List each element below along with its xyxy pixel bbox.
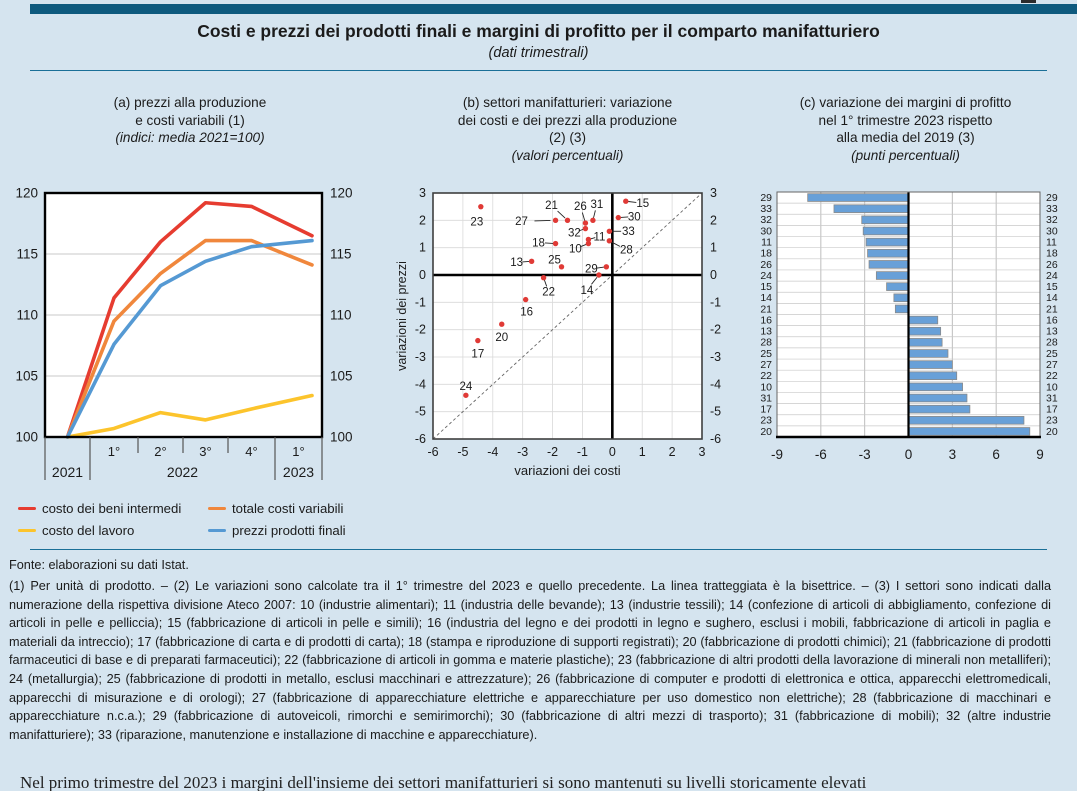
y-tick-left-105: 105 bbox=[15, 368, 38, 384]
bar-31 bbox=[909, 394, 967, 402]
scatter-point-17 bbox=[475, 338, 480, 343]
scatter-point-21 bbox=[565, 218, 570, 223]
bar-chart-panel-c bbox=[745, 180, 1077, 495]
bar-30 bbox=[863, 227, 908, 235]
y-tick-right-3: 3 bbox=[710, 186, 717, 200]
category-label-right-18: 18 bbox=[1046, 247, 1058, 260]
legend-item-prezzi-prodotti-finali bbox=[208, 523, 448, 538]
scatter-point-29 bbox=[604, 264, 609, 269]
scatter-label-28: 28 bbox=[619, 244, 633, 257]
category-label-right-27: 27 bbox=[1046, 359, 1058, 372]
bar-16 bbox=[909, 316, 938, 324]
y-tick-left--6: -6 bbox=[414, 432, 426, 446]
category-label-right-16: 16 bbox=[1046, 314, 1058, 327]
scatter-point-20 bbox=[499, 322, 504, 327]
category-label-left-26: 26 bbox=[760, 258, 772, 271]
x-tick-0: 0 bbox=[608, 445, 616, 459]
scatter-point-26 bbox=[583, 220, 588, 225]
category-label-left-29: 29 bbox=[760, 191, 772, 204]
category-label-left-10: 10 bbox=[760, 381, 772, 394]
category-label-left-13: 13 bbox=[760, 325, 772, 338]
y-tick-left--5: -5 bbox=[414, 404, 426, 419]
y-tick-left-120: 120 bbox=[15, 185, 38, 201]
panel-b-subtitle: (valori percentuali) bbox=[511, 147, 624, 163]
legend-item-costo-del-lavoro bbox=[18, 523, 208, 538]
x-year-label: 2022 bbox=[166, 464, 199, 480]
y-tick-right-110: 110 bbox=[330, 307, 352, 323]
y-tick-right-115: 115 bbox=[330, 246, 352, 262]
y-tick-right--4: -4 bbox=[710, 377, 722, 392]
category-label-right-10: 10 bbox=[1046, 381, 1058, 394]
source-note: Fonte: elaborazioni su dati Istat. bbox=[9, 558, 189, 572]
x-quarter-label: 1° bbox=[292, 444, 305, 459]
scatter-label-17: 17 bbox=[471, 348, 485, 361]
scatter-point-28 bbox=[607, 238, 612, 243]
x-axis-title: variazioni dei costi bbox=[514, 463, 621, 478]
footnotes: (1) Per unità di prodotto. – (2) Le variazioni sono calcolate tra il 1° trimestre del 2023 e quello precedente. La linea tratteggiata è la bisettrice. – (3) I settori sono indicati dalla numerazione della rispettiva divisione Ateco 2007: 10 (industrie alimentari); 11 (industria delle bevande); 13 (industrie tessili); 14 (confezione di articoli di abbigliamento, confezione di articoli in pelle e pelliccia); 15 (fabbricazione di articoli in pelle e simili); 16 (industria del legno e dei prodotti in legno e sughero, esclusi i mobili, fabbricazione di articoli in paglia e materiali da intreccio); 17 (fabbricazione di carta e di prodotti di carta); 18 (stampa e riproduzione di supporti registrati); 20 (fabbricazione di prodotti chimici); 21 (fabbricazione di prodotti farmaceutici di base e di preparati farmaceutici); 22 (fabbricazione di articoli in gomma e materie plastiche); 23 (fabbricazione di altri prodotti della lavorazione di minerali non metalliferi); 24 (metallurgia); 25 (fabbricazione di prodotti in metallo, esclusi macchinari e attrezzature); 26 (fabbricazione di computer e prodotti di elettronica e ottica, apparecchi elettromedicali, apparecchi di misurazione e di orologi); 27 (fabbricazione di apparecchiature elettriche e apparecchiature per uso domestico non elettriche); 28 (fabbricazione di macchinari e apparecchiature n.c.a.); 29 (fabbricazione di autoveicoli, rimorchi e semirimorchi); 30 (fabbricazione di altri mezzi di trasporto); 31 (fabbricazione di mobili); 32 (altre industrie manifatturiere); 33 (riparazione, manutenzione e installazione di macchine e apparecchiature). bbox=[9, 579, 1051, 742]
scatter-label-16: 16 bbox=[520, 306, 534, 319]
scatter-label-18: 18 bbox=[532, 237, 545, 250]
category-label-right-11: 11 bbox=[1046, 236, 1057, 249]
scatter-point-27 bbox=[553, 218, 558, 223]
bar-13 bbox=[909, 327, 941, 335]
legend-item-totale-costi-variabili bbox=[208, 501, 448, 516]
category-label-left-23: 23 bbox=[760, 414, 772, 427]
bar-17 bbox=[909, 405, 970, 413]
bar-26 bbox=[869, 261, 908, 269]
bar-11 bbox=[866, 238, 908, 246]
category-label-right-20: 20 bbox=[1046, 425, 1058, 438]
scatter-label-32: 32 bbox=[568, 227, 581, 240]
panel-a-subtitle: (indici: media 2021=100) bbox=[115, 130, 265, 146]
category-label-left-25: 25 bbox=[760, 347, 772, 360]
legend-swatch-totale-costi-variabili bbox=[208, 507, 226, 511]
panel-c-title-line2: nel 1° trimestre 2023 rispetto bbox=[818, 112, 993, 128]
scatter-chart-panel-b bbox=[395, 180, 740, 495]
bar-27 bbox=[909, 361, 953, 369]
category-label-left-33: 33 bbox=[760, 203, 772, 216]
y-tick-left-2: 2 bbox=[419, 213, 426, 228]
panel-c-title bbox=[738, 94, 1073, 164]
panel-a-title-line2: e costi variabili (1) bbox=[135, 112, 245, 128]
divider-line-top bbox=[30, 70, 1047, 71]
category-label-right-14: 14 bbox=[1046, 292, 1058, 305]
scatter-label-21: 21 bbox=[545, 200, 558, 213]
x-tick--6: -6 bbox=[814, 447, 827, 462]
bar-20 bbox=[909, 428, 1030, 436]
category-label-left-32: 32 bbox=[760, 214, 772, 227]
bar-22 bbox=[909, 372, 957, 380]
x-tick--3: -3 bbox=[517, 445, 529, 459]
legend-label: totale costi variabili bbox=[232, 501, 344, 516]
y-tick-left-110: 110 bbox=[16, 307, 38, 323]
x-tick--4: -4 bbox=[487, 445, 499, 459]
y-tick-right--1: -1 bbox=[710, 295, 722, 310]
scatter-label-27: 27 bbox=[515, 216, 528, 229]
category-label-left-31: 31 bbox=[760, 392, 772, 405]
scatter-label-30: 30 bbox=[627, 211, 641, 224]
category-label-left-14: 14 bbox=[760, 292, 772, 305]
panel-a-title-line1: (a) prezzi alla produzione bbox=[113, 95, 267, 110]
y-tick-left-115: 115 bbox=[16, 246, 38, 262]
bar-15 bbox=[887, 283, 909, 291]
figure-title: Costi e prezzi dei prodotti finali e margini di profitto per il comparto manifatturiero bbox=[197, 21, 880, 41]
y-tick-left--3: -3 bbox=[414, 350, 426, 364]
bar-25 bbox=[909, 350, 948, 358]
y-tick-right--6: -6 bbox=[710, 432, 722, 446]
category-label-right-29: 29 bbox=[1046, 191, 1058, 204]
category-label-right-28: 28 bbox=[1046, 336, 1058, 349]
bar-23 bbox=[909, 416, 1024, 424]
legend bbox=[18, 501, 448, 538]
y-tick-left-0: 0 bbox=[419, 268, 426, 282]
scatter-label-29: 29 bbox=[584, 263, 598, 276]
x-tick-9: 9 bbox=[1036, 447, 1044, 462]
y-tick-right--5: -5 bbox=[710, 404, 722, 419]
bar-32 bbox=[862, 216, 909, 224]
scatter-label-20: 20 bbox=[495, 332, 509, 344]
y-tick-right-0: 0 bbox=[710, 268, 717, 282]
category-label-right-23: 23 bbox=[1046, 414, 1058, 427]
scatter-label-10: 10 bbox=[569, 243, 582, 256]
panel-b-title bbox=[400, 94, 735, 164]
legend-item-costo-dei-beni-intermedi bbox=[18, 501, 208, 516]
scatter-point-23 bbox=[478, 204, 483, 209]
bar-18 bbox=[868, 249, 909, 257]
category-label-left-27: 27 bbox=[760, 359, 772, 372]
legend-swatch-prezzi-prodotti-finali bbox=[208, 529, 226, 533]
panel-c-title-line1: (c) variazione dei margini di profitto bbox=[799, 95, 1012, 110]
panel-b-title-line1: (b) settori manifatturieri: variazione bbox=[462, 95, 673, 110]
scatter-point-13 bbox=[529, 259, 534, 264]
y-tick-right--3: -3 bbox=[710, 350, 722, 364]
scatter-point-31 bbox=[590, 218, 595, 223]
x-tick-1: 1 bbox=[638, 445, 646, 459]
scatter-label-33: 33 bbox=[621, 226, 635, 239]
x-year-label: 2021 bbox=[51, 464, 84, 480]
x-tick--2: -2 bbox=[546, 445, 559, 459]
figure-subtitle: (dati trimestrali) bbox=[488, 45, 589, 61]
category-label-left-16: 16 bbox=[760, 314, 772, 327]
category-label-left-15: 15 bbox=[760, 281, 772, 294]
y-tick-left-1: 1 bbox=[419, 240, 426, 255]
x-tick-3: 3 bbox=[948, 447, 957, 462]
bar-33 bbox=[834, 205, 909, 213]
category-label-right-32: 32 bbox=[1046, 214, 1058, 227]
y-tick-left--2: -2 bbox=[414, 322, 426, 337]
scatter-point-33 bbox=[607, 229, 612, 234]
scatter-point-15 bbox=[623, 199, 628, 204]
bar-14 bbox=[894, 294, 909, 302]
x-tick--3: -3 bbox=[858, 447, 871, 462]
x-tick-6: 6 bbox=[992, 447, 1000, 462]
y-tick-right-120: 120 bbox=[330, 185, 353, 201]
x-tick-2: 2 bbox=[668, 445, 676, 459]
panel-a-title bbox=[40, 94, 340, 147]
category-label-right-21: 21 bbox=[1046, 303, 1058, 316]
category-label-right-30: 30 bbox=[1046, 225, 1058, 238]
scatter-point-30 bbox=[616, 215, 621, 220]
x-tick--1: -1 bbox=[576, 445, 589, 459]
scatter-point-22 bbox=[541, 275, 546, 280]
legend-label: prezzi prodotti finali bbox=[232, 523, 346, 538]
scatter-point-24 bbox=[463, 393, 468, 398]
x-tick--9: -9 bbox=[770, 447, 784, 462]
x-tick--5: -5 bbox=[457, 445, 469, 459]
legend-swatch-costo-del-lavoro bbox=[18, 529, 36, 533]
x-tick--6: -6 bbox=[427, 445, 439, 459]
body-text-clipped: Nel primo trimestre del 2023 i margini dell'insieme dei settori manifatturieri si sono mantenuti su livelli storicamente elevati bbox=[20, 773, 867, 791]
category-label-right-22: 22 bbox=[1046, 370, 1058, 383]
panel-c-subtitle: (punti percentuali) bbox=[851, 147, 960, 163]
category-label-left-18: 18 bbox=[760, 247, 772, 260]
category-label-left-24: 24 bbox=[760, 269, 772, 282]
cropped-figure-number-fragment bbox=[1021, 0, 1036, 3]
bar-24 bbox=[876, 272, 908, 280]
category-label-right-26: 26 bbox=[1046, 258, 1058, 271]
divider-line-bottom bbox=[30, 549, 1047, 550]
category-label-right-24: 24 bbox=[1046, 269, 1058, 282]
scatter-label-24: 24 bbox=[459, 381, 473, 394]
panel-c-title-line3: alla media del 2019 (3) bbox=[836, 130, 975, 146]
scatter-label-26: 26 bbox=[574, 200, 587, 213]
bar-29 bbox=[808, 194, 909, 202]
bar-28 bbox=[909, 338, 943, 346]
category-label-left-17: 17 bbox=[760, 403, 772, 416]
y-tick-left--1: -1 bbox=[414, 295, 426, 310]
header-band bbox=[30, 4, 1077, 14]
scatter-label-31: 31 bbox=[590, 199, 604, 212]
y-tick-left-100: 100 bbox=[15, 429, 38, 445]
category-label-right-17: 17 bbox=[1046, 403, 1058, 416]
scatter-label-23: 23 bbox=[470, 216, 484, 229]
y-tick-right-1: 1 bbox=[710, 240, 717, 255]
bar-21 bbox=[895, 305, 908, 313]
category-label-left-28: 28 bbox=[760, 336, 772, 349]
bar-10 bbox=[909, 383, 963, 391]
category-label-right-13: 13 bbox=[1046, 325, 1058, 338]
scatter-point-32 bbox=[583, 226, 588, 231]
y-tick-left--4: -4 bbox=[414, 377, 426, 392]
y-tick-right--2: -2 bbox=[710, 322, 722, 337]
legend-swatch-costo-dei-beni-intermedi bbox=[18, 507, 36, 511]
line-chart-panel-a bbox=[0, 180, 420, 500]
x-quarter-label: 2° bbox=[154, 444, 167, 459]
panel-b-title-line3: (2) (3) bbox=[548, 130, 586, 146]
legend-label: costo del lavoro bbox=[42, 523, 135, 538]
category-label-right-15: 15 bbox=[1046, 281, 1058, 294]
x-quarter-label: 1° bbox=[107, 444, 121, 459]
y-tick-right-105: 105 bbox=[330, 368, 353, 384]
x-year-label: 2023 bbox=[282, 464, 315, 480]
scatter-label-13: 13 bbox=[510, 257, 524, 270]
x-tick-0: 0 bbox=[904, 447, 913, 462]
category-label-left-22: 22 bbox=[760, 370, 772, 383]
scatter-point-18 bbox=[553, 241, 558, 246]
x-tick-3: 3 bbox=[698, 445, 706, 459]
scatter-label-11: 11 bbox=[593, 231, 606, 244]
category-label-left-30: 30 bbox=[760, 225, 772, 238]
scatter-label-14: 14 bbox=[580, 284, 594, 297]
y-axis-title: variazioni dei prezzi bbox=[395, 261, 409, 371]
scatter-point-16 bbox=[523, 297, 528, 302]
y-tick-right-100: 100 bbox=[330, 429, 353, 445]
x-quarter-label: 4° bbox=[245, 444, 258, 459]
category-label-right-25: 25 bbox=[1046, 347, 1058, 360]
x-quarter-label: 3° bbox=[199, 444, 212, 459]
legend-label: costo dei beni intermedi bbox=[42, 501, 182, 516]
scatter-point-11 bbox=[586, 237, 591, 242]
scatter-label-22: 22 bbox=[542, 286, 555, 299]
category-label-right-33: 33 bbox=[1046, 203, 1058, 216]
category-label-right-31: 31 bbox=[1046, 392, 1058, 405]
panel-b-title-line2: dei costi e dei prezzi alla produzione bbox=[457, 112, 678, 128]
y-tick-left-3: 3 bbox=[419, 186, 426, 200]
category-label-left-20: 20 bbox=[760, 425, 772, 438]
category-label-left-21: 21 bbox=[760, 303, 772, 316]
scatter-label-25: 25 bbox=[548, 254, 561, 267]
category-label-left-11: 11 bbox=[761, 236, 772, 249]
y-tick-right-2: 2 bbox=[710, 213, 717, 228]
scatter-label-15: 15 bbox=[636, 198, 650, 210]
